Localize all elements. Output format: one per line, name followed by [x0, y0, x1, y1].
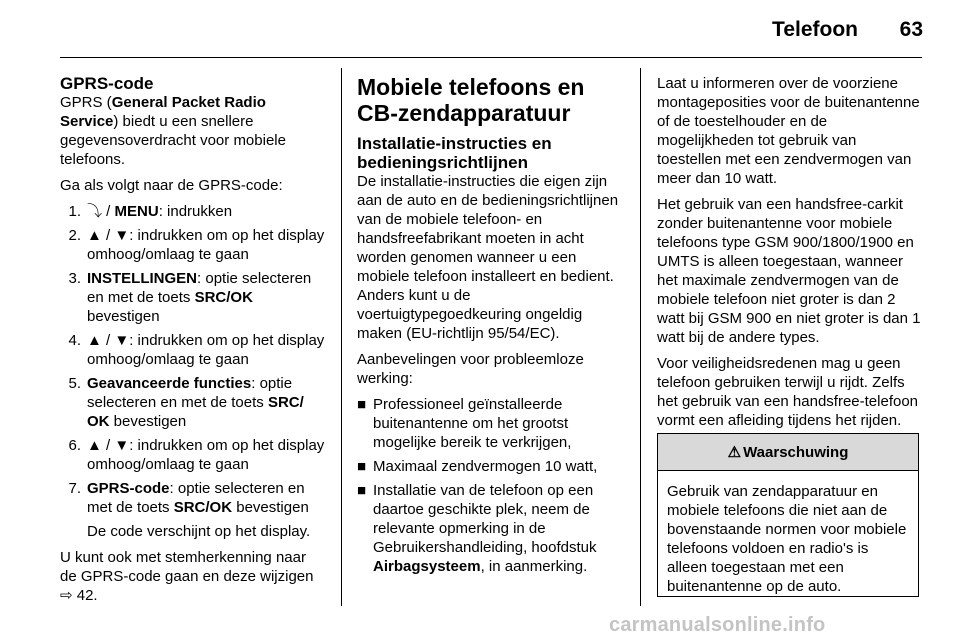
header-divider: [60, 57, 922, 58]
step-text: bevestigen: [109, 413, 187, 430]
list-item: [60, 269, 326, 326]
running-title: Telefoon: [772, 18, 858, 41]
bullet-text: Professioneel geïnstalleerde buitenantenne om het grootst mogelijke bereik te verkrijgen,: [373, 396, 572, 451]
step-number: 4.: [68, 332, 81, 349]
intro-paragraph: [60, 93, 326, 169]
warning-triangle-icon: ⚠: [727, 444, 742, 461]
recommendations-list: [357, 395, 625, 576]
step-bold: INSTELLINGEN: [87, 270, 198, 287]
lead-paragraph: Ga als volgt naar de GPRS-code:: [60, 177, 283, 194]
step-text: ▲ / ▼: indrukken om op het display omhoog/omlaag te gaan: [87, 437, 325, 473]
list-item: [60, 331, 326, 369]
step-text: ▲ / ▼: indrukken om op het display omhoog/omlaag te gaan: [87, 332, 325, 368]
step-number: 7.: [68, 480, 81, 497]
column-mobile-phones: [357, 74, 625, 581]
step-text: bevestigen: [232, 499, 309, 516]
step-number: 6.: [68, 437, 81, 454]
list-item: [60, 226, 326, 264]
bullet-bold: Airbagsysteem: [373, 558, 481, 575]
step-bold: MENU: [114, 203, 159, 220]
steps-list: [60, 202, 326, 517]
body-paragraph: De installatie-instructies die eigen zijn aan de auto en de bedieningsrichtlijnen van de mobiele telefoon- en handsfreefabrikant moeten in acht worden genomen wanneer u een mobiele telefoon installeert en bedient. Anders kunt u de voertuigtypegoedkeuring ongeldig maken (EU-richtlijn 95/54/EC).: [357, 173, 619, 342]
bullet-icon: ■: [357, 396, 367, 413]
bullet-icon: ■: [357, 482, 367, 499]
list-item: [60, 202, 326, 221]
step-text: ▲ / ▼: indrukken om op het display omhoog/omlaag te gaan: [87, 227, 325, 263]
closing-text: U kunt ook met stemherkenning naar de GPRS-code gaan en deze wijzigen: [60, 549, 314, 585]
list-item: [60, 436, 326, 474]
intro-bold: General Packet Radio Service: [60, 94, 266, 130]
step-text: bevestigen: [87, 308, 160, 325]
step-text: : indrukken: [158, 203, 233, 220]
column-gprs: [60, 74, 326, 612]
step-text: : optie selecteren en met de toets: [87, 270, 312, 306]
step-bold: SRC/OK: [194, 289, 253, 306]
list-item: [357, 481, 625, 576]
list-item: [60, 479, 326, 517]
closing-paragraph: [60, 548, 326, 605]
bullet-text-end: , in aanmerking.: [480, 558, 588, 575]
section-heading: GPRS-code: [60, 74, 154, 93]
step-number: 5.: [68, 375, 81, 392]
phone-icon: ⤵: [87, 203, 103, 220]
bullet-text: Maximaal zendvermogen 10 watt,: [373, 458, 598, 475]
step-number: 2.: [68, 227, 81, 244]
intro-suffix: ) biedt u een snellere gegevensoverdracht voor mobiele telefoons.: [60, 113, 286, 168]
step-text: : optie selecteren en met de toets: [87, 375, 293, 411]
subsection-heading: Installatie-instructies en bedieningsrichtlijnen: [357, 134, 552, 172]
step-bold: SRC/ OK: [87, 394, 304, 430]
bullet-icon: ■: [357, 458, 367, 475]
warning-body: Gebruik van zendapparatuur en mobiele telefoons die niet aan de bovenstaande normen voor mobiele telefoons voldoen en radio's is alleen toegestaan met een buitenantenne op de auto.: [667, 483, 907, 595]
list-item: [357, 395, 625, 452]
warning-header: [658, 434, 918, 471]
page-header: [0, 0, 960, 58]
body-paragraph: Voor veiligheidsredenen mag u geen telefoon gebruiken terwijl u rijdt. Zelfs het gebruik van een handsfree-telefoon vormt een afleiding tijdens het rijden.: [657, 355, 919, 429]
after-steps-note: De code verschijnt op het display.: [87, 523, 311, 540]
step-number: 1.: [68, 203, 81, 220]
step-bold: SRC/OK: [173, 499, 233, 516]
column-divider: [640, 68, 641, 606]
list-item: [60, 374, 326, 431]
step-bold: Geavanceerde functies: [87, 375, 252, 392]
warning-box: [657, 433, 919, 597]
warning-title: Waarschuwing: [743, 443, 849, 461]
bullet-text: Installatie van de telefoon op een daartoe geschikte plek, neem de relevante opmerking in de Gebruikershandleiding, hoofdstuk: [373, 482, 597, 556]
step-separator: /: [102, 203, 115, 220]
body-paragraph: Aanbevelingen voor probleemloze werking:: [357, 351, 584, 387]
watermark: carmanualsonline.info: [609, 614, 826, 636]
body-paragraph: Laat u informeren over de voorziene montageposities voor de buitenantenne of de toestelhouder en de mogelijkheden tot gebruik van toestellen met een zendvermogen van meer dan 10 watt.: [657, 75, 920, 187]
step-bold: GPRS-code: [87, 480, 170, 497]
page-number: 63: [899, 18, 923, 41]
list-item: [357, 457, 625, 476]
page-reference[interactable]: 42.: [72, 587, 98, 604]
column-regulations: [657, 74, 923, 437]
body-paragraph: Het gebruik van een handsfree-carkit zonder buitenantenne voor mobiele telefoons type GSM 900/1800/1900 en UMTS is alleen toegestaan, wanneer het maximale zendvermogen van de mobiele telefoon niet groter is dan 2 watt bij GSM 900 en niet groter is dan 1 watt bij de andere types.: [657, 196, 921, 346]
arrow-ref-icon: ⇨: [60, 587, 73, 604]
section-title: Mobiele telefoons en CB-zendapparatuur: [357, 74, 585, 126]
step-number: 3.: [68, 270, 81, 287]
step-text: : optie selecteren en met de toets: [87, 480, 305, 516]
intro-prefix: GPRS (: [60, 94, 112, 111]
column-divider: [341, 68, 342, 606]
